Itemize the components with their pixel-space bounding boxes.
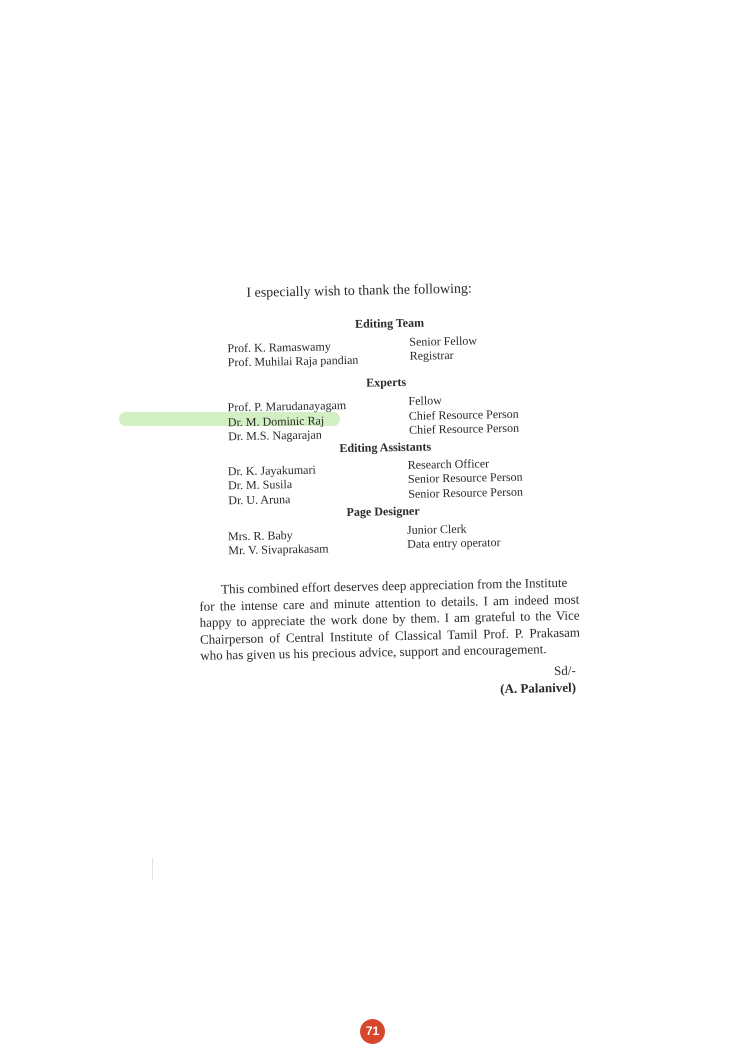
person-role: Senior Fellow (409, 333, 478, 349)
section-heading-editing-assistants: Editing Assistants (339, 439, 432, 456)
signer-name: (A. Palanivel) (500, 679, 577, 697)
paragraph-line: for the intense care and minute attention to details. I am indeed most (199, 591, 580, 614)
scan-mark (152, 858, 153, 880)
person-name: Dr. M.S. Nagarajan (227, 427, 322, 444)
person-role: Data entry operator (407, 535, 501, 551)
section-heading-page-designer: Page Designer (346, 503, 420, 520)
person-role: Senior Resource Person (407, 469, 523, 486)
paragraph-line: This combined effort deserves deep appreciation from the Institute (220, 574, 568, 597)
person-role: Senior Resource Person (408, 484, 524, 501)
person-name: Dr. U. Aruna (228, 492, 291, 508)
person-name: Dr. M. Dominic Raj (227, 413, 325, 430)
person-name: Prof. Muhilai Raja pandian (227, 352, 359, 370)
intro-text: I especially wish to thank the following: (246, 281, 473, 301)
paragraph-line: happy to appreciate the work done by them. I am grateful to the Vice (199, 607, 580, 630)
page-number-badge: 71 (360, 1019, 385, 1044)
person-name: Dr. K. Jayakumari (227, 462, 316, 479)
paragraph-line: Chairperson of Central Institute of Classical Tamil Prof. P. Prakasam (199, 624, 581, 647)
signoff: Sd/- (553, 662, 576, 679)
person-name: Dr. M. Susila (227, 477, 293, 493)
person-name: Mr. V. Sivaprakasam (228, 541, 329, 558)
section-heading-editing-team: Editing Team (354, 315, 425, 331)
person-role: Fellow (408, 393, 442, 408)
person-name: Prof. P. Marudanayagam (227, 398, 347, 415)
person-name: Mrs. R. Baby (227, 528, 293, 544)
section-heading-experts: Experts (365, 374, 407, 390)
person-name: Prof. K. Ramaswamy (227, 339, 331, 356)
person-role: Research Officer (407, 456, 490, 472)
person-role: Junior Clerk (406, 521, 467, 537)
paragraph-line: who has given us his precious advice, support and encouragement. (200, 641, 547, 663)
person-role: Chief Resource Person (408, 406, 519, 423)
person-role: Registrar (409, 347, 454, 363)
person-role: Chief Resource Person (408, 420, 520, 437)
acknowledgement-paragraph (199, 575, 581, 665)
